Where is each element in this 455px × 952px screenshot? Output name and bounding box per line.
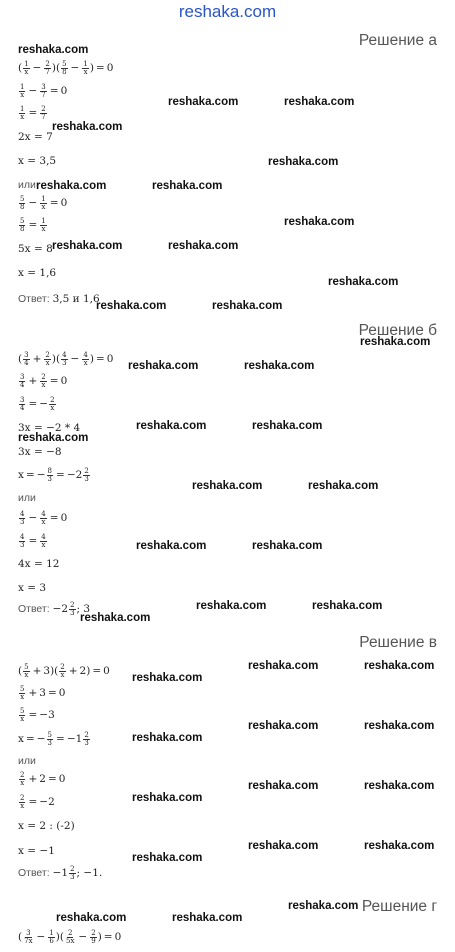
or-label: или bbox=[18, 755, 36, 767]
watermark: reshaka.com bbox=[132, 792, 203, 804]
b-eq-8: $\frac{4}{3}$ = $\frac{4}{x}$ bbox=[20, 532, 46, 549]
a-eq-8: 5x = 8 bbox=[18, 243, 53, 255]
a-eq-6: 5 8 − $\frac{1}{x}$ = 0 bbox=[20, 194, 68, 211]
watermark: reshaka.com bbox=[52, 240, 123, 252]
section-v-heading: Решение в bbox=[359, 634, 437, 651]
watermark: reshaka.com bbox=[284, 96, 355, 108]
watermark: reshaka.com bbox=[168, 240, 239, 252]
watermark: reshaka.com bbox=[248, 720, 319, 732]
b-eq-9: 4x = 12 bbox=[18, 558, 60, 570]
a-eq-3: $\frac{1}{x}$ = $\frac{2}{7}$ bbox=[20, 104, 46, 121]
v-eq-4: x = − $\frac{5}{3}$ = − 1 2 3 bbox=[18, 730, 89, 747]
watermark: reshaka.com bbox=[132, 852, 203, 864]
g-eq-1: ( 3 7x − $\frac{1}{6}$ )( 2 5x − $\frac{2}{9}$ ) = 0 bbox=[18, 928, 122, 945]
watermark: reshaka.com bbox=[364, 720, 435, 732]
a-eq-2: 1 x − $\frac{3}{7}$ = 0 bbox=[20, 82, 68, 99]
watermark: reshaka.com bbox=[152, 180, 223, 192]
watermark: reshaka.com bbox=[132, 672, 203, 684]
or-label: или bbox=[18, 492, 36, 504]
watermark: reshaka.com bbox=[132, 732, 203, 744]
a-eq-9: x = 1,6 bbox=[18, 267, 57, 279]
b-eq-10: x = 3 bbox=[18, 582, 47, 594]
watermark: reshaka.com bbox=[268, 156, 339, 168]
a-eq-1: ( 1 x − $\frac{2}{7}$ )( 5 8 − $\frac{1}{x}$ ) = 0 bbox=[18, 59, 114, 76]
v-eq-8: x = −1 bbox=[18, 845, 55, 857]
watermark: reshaka.com bbox=[252, 420, 323, 432]
watermark: reshaka.com bbox=[18, 44, 89, 56]
watermark: reshaka.com bbox=[248, 660, 319, 672]
watermark: reshaka.com bbox=[56, 912, 127, 924]
a-eq-5: x = 3,5 bbox=[18, 155, 57, 167]
b-eq-4: 3x = −2 * 4 bbox=[18, 422, 81, 434]
or-label: или bbox=[18, 179, 36, 191]
v-eq-1: ( 5 x + 3)( $\frac{2}{x}$ + 2) = 0 bbox=[18, 662, 110, 679]
watermark: reshaka.com bbox=[244, 360, 315, 372]
watermark: reshaka.com bbox=[248, 840, 319, 852]
a-eq-4: 2x = 7 bbox=[18, 131, 53, 143]
section-g-heading: Решение г bbox=[361, 898, 437, 915]
watermark: reshaka.com bbox=[360, 336, 431, 348]
v-eq-2: 5 x + 3 = 0 bbox=[20, 684, 66, 701]
v-eq-6: $\frac{2}{x}$ = −2 bbox=[20, 793, 55, 810]
watermark: reshaka.com bbox=[328, 276, 399, 288]
b-eq-7: 4 3 − $\frac{4}{x}$ = 0 bbox=[20, 509, 68, 526]
watermark: reshaka.com bbox=[284, 216, 355, 228]
watermark: reshaka.com bbox=[248, 780, 319, 792]
site-brand[interactable]: reshaka.com bbox=[178, 2, 277, 21]
a-answer: Ответ: 3,5 и 1,6 bbox=[18, 293, 100, 305]
watermark: reshaka.com bbox=[252, 540, 323, 552]
watermark: reshaka.com bbox=[80, 612, 151, 624]
watermark: reshaka.com bbox=[196, 600, 267, 612]
watermark: reshaka.com bbox=[364, 780, 435, 792]
watermark: reshaka.com bbox=[192, 480, 263, 492]
b-eq-5: 3x = −8 bbox=[18, 446, 62, 458]
v-eq-3: $\frac{5}{x}$ = −3 bbox=[20, 706, 55, 723]
watermark: reshaka.com bbox=[312, 600, 383, 612]
v-answer: Ответ: − 1 2 3 ; −1. bbox=[18, 864, 103, 881]
b-eq-2: 3 4 + $\frac{2}{x}$ = 0 bbox=[20, 372, 68, 389]
watermark: reshaka.com bbox=[168, 96, 239, 108]
watermark: reshaka.com bbox=[212, 300, 283, 312]
section-b-heading: Решение б bbox=[358, 322, 437, 339]
watermark: reshaka.com bbox=[308, 480, 379, 492]
b-eq-3: $\frac{3}{4}$ = − $\frac{2}{x}$ bbox=[20, 395, 55, 412]
a-eq-7: $\frac{5}{8}$ = $\frac{1}{x}$ bbox=[20, 216, 46, 233]
watermark: reshaka.com bbox=[136, 420, 207, 432]
watermark: reshaka.com bbox=[96, 300, 167, 312]
b-eq-6: x = − $\frac{8}{3}$ = − 2 2 3 bbox=[18, 466, 89, 483]
b-eq-1: ( 3 4 + $\frac{2}{x}$ )( 4 3 − $\frac{4}{x}$ ) = 0 bbox=[18, 350, 114, 367]
watermark: reshaka.com bbox=[364, 840, 435, 852]
v-eq-5: 2 x + 2 = 0 bbox=[20, 770, 66, 787]
watermark: reshaka.com bbox=[288, 900, 359, 912]
v-eq-7: x = 2 : (-2) bbox=[18, 820, 75, 832]
watermark: reshaka.com bbox=[18, 432, 89, 444]
watermark: reshaka.com bbox=[364, 660, 435, 672]
section-a-heading: Решение а bbox=[358, 32, 437, 49]
watermark: reshaka.com bbox=[172, 912, 243, 924]
watermark: reshaka.com bbox=[36, 180, 107, 192]
watermark: reshaka.com bbox=[128, 360, 199, 372]
watermark: reshaka.com bbox=[136, 540, 207, 552]
watermark: reshaka.com bbox=[52, 121, 123, 133]
b-answer: Ответ: − 2 2 3 ; 3 bbox=[18, 600, 91, 617]
